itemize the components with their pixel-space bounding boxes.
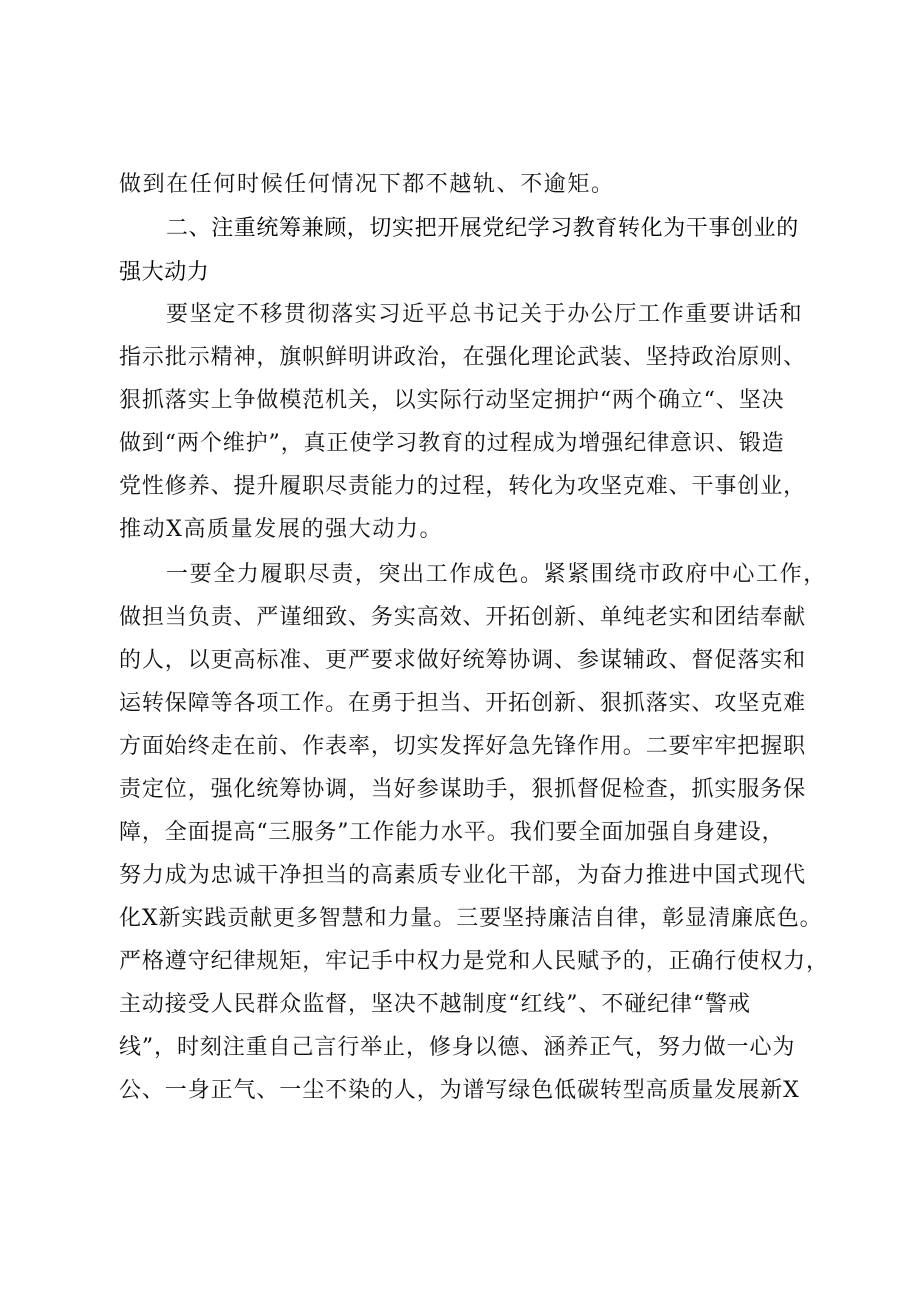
paragraph-2-line-3: 的人，以更高标准、更严要求做好统筹协调、参谋辅政、督促落实和 [119, 648, 807, 673]
section-heading-line-1: 二、注重统筹兼顾，切实把开展党纪学习教育转化为干事创业的 [166, 216, 799, 241]
paragraph-2-line-10: 严格遵守纪律规矩，牢记手中权力是党和人民赋予的，正确行使权力， [119, 949, 829, 974]
paragraph-2-line-12: 线”，时刻注重自己言行举止，修身以德、涵养正气，努力做一心为 [119, 1035, 796, 1060]
paragraph-2-line-13: 公、一身正气、一尘不染的人，为谱写绿色低碳转型高质量发展新X [119, 1078, 800, 1103]
paragraph-2-line-5: 方面始终走在前、作表率，切实发挥好急先锋作用。二要牢牢把握职 [119, 734, 807, 759]
paragraph-2-line-11: 主动接受人民群众监督，坚决不越制度“红线”、不碰纪律“警戒 [119, 992, 751, 1017]
paragraph-2-line-4: 运转保障等各项工作。在勇于担当、开拓创新、狠抓落实、攻坚克难 [119, 691, 807, 716]
paragraph-1-line-4: 做到“两个维护”，真正使学习教育的过程成为增强纪律意识、锻造 [119, 431, 785, 456]
paragraph-2-line-7: 障，全面提高“三服务”工作能力水平。我们要全面加强自身建设， [119, 820, 785, 845]
paragraph-1-line-1: 要坚定不移贯彻落实习近平总书记关于办公厅工作重要讲话和 [166, 302, 804, 327]
paragraph-2-line-6: 责定位，强化统筹协调，当好参谋助手，狠抓督促检查，抓实服务保 [119, 777, 807, 802]
paragraph-1-line-5: 党性修养、提升履职尽责能力的过程，转化为攻坚克难、干事创业， [119, 474, 807, 499]
paragraph-1-line-3: 狠抓落实上争做模范机关，以实际行动坚定拥护“两个确立“、坚决 [119, 388, 785, 413]
paragraph-2-line-2: 做担当负责、严谨细致、务实高效、开拓创新、单纯老实和团结奉献 [119, 605, 807, 630]
paragraph-1-line-6: 推动X高质量发展的强大动力。 [119, 517, 444, 542]
paragraph-2-line-8: 努力成为忠诚干净担当的高素质专业化干部，为奋力推进中国式现代 [119, 863, 807, 888]
paragraph-continuation-line: 做到在任何时候任何情况下都不越轨、不逾矩。 [119, 172, 615, 197]
paragraph-2-line-9: 化X新实践贡献更多智慧和力量。三要坚持廉洁自律，彰显清廉底色。 [119, 906, 823, 931]
section-heading-line-2: 强大动力 [119, 260, 210, 285]
paragraph-2-line-1: 一要全力履职尽责，突出工作成色。紧紧围绕市政府中心工作， [166, 562, 827, 587]
paragraph-1-line-2: 指示批示精神，旗帜鲜明讲政治，在强化理论武装、坚持政治原则、 [119, 345, 807, 370]
